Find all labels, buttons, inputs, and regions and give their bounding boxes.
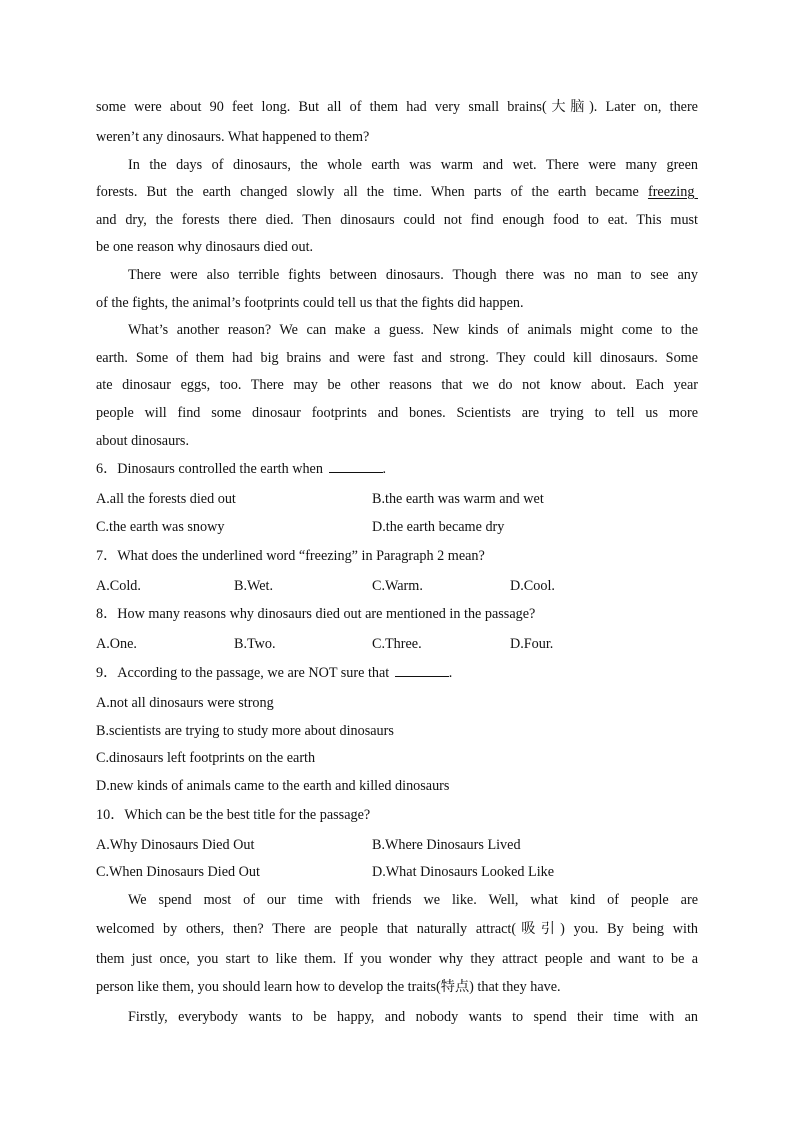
passage1-line: of the fights, the animal’s footprints could tell us that the fights did happen. bbox=[96, 295, 524, 311]
text-segment: ) you. By being with bbox=[560, 921, 698, 937]
passage2-line: them just once, you start to like them. If you wonder why they attract people and want to be a bbox=[96, 951, 698, 967]
stem-end: . bbox=[448, 665, 453, 681]
passage1-line: There were also terrible fights between dinosaurs. Though there was no man to see any bbox=[128, 267, 698, 283]
question-6-option-a: A.all the forests died out bbox=[96, 491, 236, 507]
text-segment: ). Later on, there bbox=[589, 99, 698, 115]
question-6-option-d: D.the earth became dry bbox=[372, 519, 505, 535]
question-9-stem bbox=[96, 663, 698, 683]
question-9-option-b: B.scientists are trying to study more about dinosaurs bbox=[96, 723, 394, 739]
chinese-gloss: 大脑 bbox=[546, 99, 590, 115]
passage2-line bbox=[96, 919, 698, 939]
question-10-option-a: A.Why Dinosaurs Died Out bbox=[96, 837, 255, 853]
passage1-line: earth. Some of them had big brains and were fast and strong. They could kill dinosaurs. Some bbox=[96, 350, 698, 366]
question-6-option-b: B.the earth was warm and wet bbox=[372, 491, 544, 507]
question-8-stem: 8．How many reasons why dinosaurs died out are mentioned in the passage? bbox=[96, 606, 536, 622]
text-segment: welcomed by others, then? There are people that naturally attract( bbox=[96, 921, 517, 937]
passage1-line bbox=[96, 182, 698, 202]
answer-blank bbox=[329, 460, 383, 473]
question-9-option-a: A.not all dinosaurs were strong bbox=[96, 695, 274, 711]
passage1-line: about dinosaurs. bbox=[96, 433, 189, 449]
question-7-option-a: A.Cold. bbox=[96, 578, 141, 594]
question-10-stem: 10．Which can be the best title for the passage? bbox=[96, 807, 371, 823]
text-segment: person like them, you should learn how to develop the traits( bbox=[96, 979, 441, 995]
question-7-option-c: C.Warm. bbox=[372, 578, 423, 594]
question-8-option-b: B.Two. bbox=[234, 636, 276, 652]
question-10-option-d: D.What Dinosaurs Looked Like bbox=[372, 864, 555, 880]
passage2-line: We spend most of our time with friends we like. Well, what kind of people are bbox=[128, 892, 698, 908]
passage2-line bbox=[96, 977, 698, 997]
stem-end: . bbox=[382, 461, 387, 477]
stem-text: 6．Dinosaurs controlled the earth when bbox=[96, 461, 323, 477]
underline-tail bbox=[694, 184, 698, 200]
passage1-line: people will find some dinosaur footprints and bones. Scientists are trying to tell us more bbox=[96, 405, 698, 421]
text-segment: ) that they have. bbox=[469, 979, 561, 995]
passage1-line: and dry, the forests there died. Then dinosaurs could not find enough food to eat. This must bbox=[96, 212, 698, 228]
question-6-stem bbox=[96, 459, 698, 479]
passage1-line bbox=[96, 97, 698, 117]
passage1-line: be one reason why dinosaurs died out. bbox=[96, 239, 314, 255]
question-9-option-c: C.dinosaurs left footprints on the earth bbox=[96, 750, 316, 766]
question-6-option-c: C.the earth was snowy bbox=[96, 519, 225, 535]
question-10-option-b: B.Where Dinosaurs Lived bbox=[372, 837, 521, 853]
question-8-option-c: C.Three. bbox=[372, 636, 422, 652]
passage1-line: ate dinosaur eggs, too. There may be other reasons that we do not know about. Each year bbox=[96, 377, 698, 393]
question-8-option-a: A.One. bbox=[96, 636, 137, 652]
question-9-option-d: D.new kinds of animals came to the earth and killed dinosaurs bbox=[96, 778, 450, 794]
question-10-option-c: C.When Dinosaurs Died Out bbox=[96, 864, 260, 880]
passage2-line: Firstly, everybody wants to be happy, and nobody wants to spend their time with an bbox=[128, 1009, 698, 1025]
question-8-option-d: D.Four. bbox=[510, 636, 554, 652]
question-7-option-d: D.Cool. bbox=[510, 578, 555, 594]
text-segment: forests. But the earth changed slowly all the time. When parts of the earth became bbox=[96, 184, 639, 200]
question-7-option-b: B.Wet. bbox=[234, 578, 274, 594]
chinese-gloss: 特点 bbox=[440, 979, 470, 995]
passage1-line: What’s another reason? We can make a guess. New kinds of animals might come to the bbox=[128, 322, 698, 338]
chinese-gloss: 吸引 bbox=[516, 921, 561, 937]
answer-blank bbox=[395, 664, 449, 677]
passage1-line: In the days of dinosaurs, the whole earth was warm and wet. There were many green bbox=[128, 157, 698, 173]
underlined-word: freezing bbox=[647, 184, 695, 200]
text-segment: some were about 90 feet long. But all of them had very small brains( bbox=[96, 99, 547, 115]
stem-text: 9．According to the passage, we are NOT sure that bbox=[96, 665, 390, 681]
question-7-stem: 7．What does the underlined word “freezing” in Paragraph 2 mean? bbox=[96, 548, 485, 564]
passage1-line: weren’t any dinosaurs. What happened to them? bbox=[96, 129, 370, 145]
